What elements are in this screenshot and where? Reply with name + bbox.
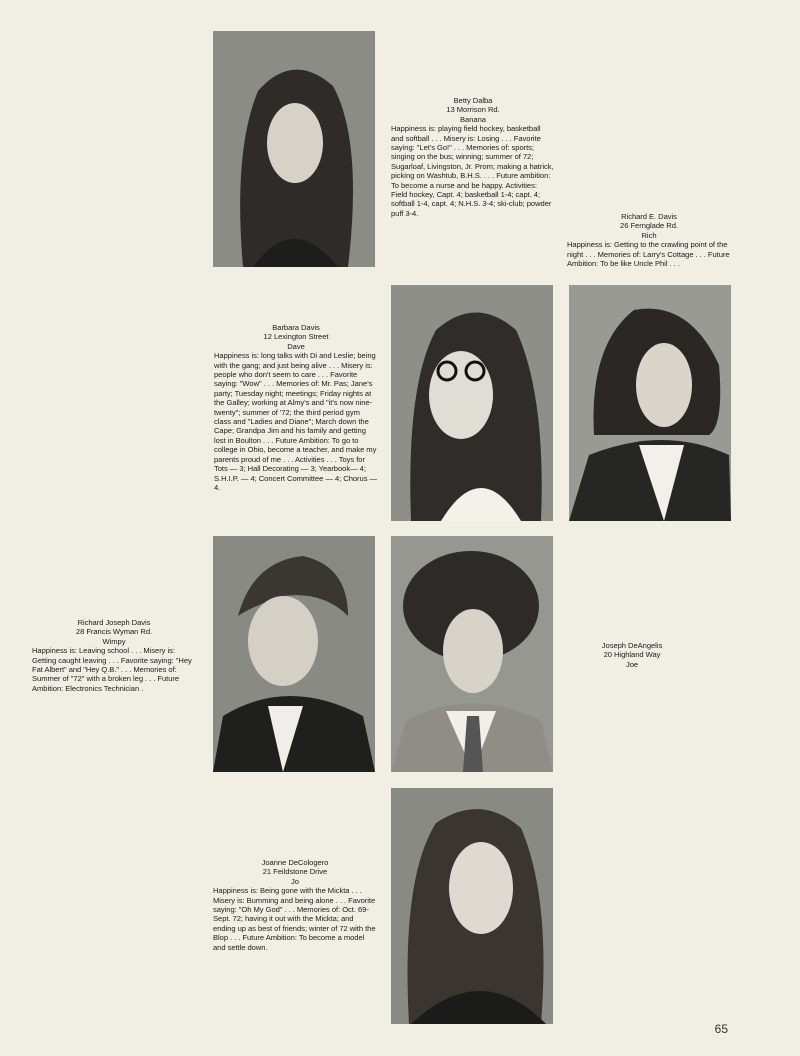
- student-nickname: Rich: [641, 230, 657, 240]
- portrait-betty-dalba: [213, 31, 375, 267]
- student-address: 13 Morrison Rd.: [446, 105, 500, 115]
- student-bio: Happiness is: long talks with Di and Leslie; being with the gang; and just being alive . . . Misery is: people who don't seem to care . . . Favorite saying: "Wow" . . . Memories of: Mr. Pas; Jane's party; Tuesday night; meetings; Friday nights at the Galley; working at Almy's and "it's now nine-twenty"; summer of '72; the third period gym class and "Ladies and Diane"; March down the Cape; Grandpa Jim and his family and getting lost in Boulton . . . Future Ambition: To go to college in Ohio, become a teacher, and make my parents proud of me . . . Activities . . . Toys for Tots — 3; Hall Decorating — 3; Yearbook— 4; S.H.I.P. — 4; Concert Committee — 4; Chorus — 4.: [214, 351, 378, 492]
- student-address: 26 Fernglade Rd.: [620, 221, 678, 231]
- entry-betty-dalba: [391, 96, 555, 218]
- student-bio: Happiness is: Leaving school . . . Misery is: Getting caught leaving . . . Favorite saying: "Hey Fat Albert" and "Hey Q.B." . . . Memories of: Summer of "72" with a broken leg . . . Future Ambition: Electronics Technician .: [32, 646, 192, 693]
- portrait-joanne-decologero: [391, 788, 553, 1024]
- student-address: 20 Highland Way: [603, 650, 661, 660]
- page-number: 65: [714, 1022, 728, 1036]
- student-nickname: Joe: [625, 659, 639, 669]
- student-nickname: Dave: [287, 341, 305, 351]
- entry-richard-joseph-davis: [32, 618, 196, 693]
- portrait-joseph-deangelis: [391, 536, 553, 772]
- entry-richard-e-davis: [567, 212, 731, 268]
- portrait-richard-joseph-davis: [213, 536, 375, 772]
- student-name: Richard Joseph Davis: [77, 618, 151, 627]
- student-name: Betty Dalba: [453, 96, 493, 105]
- student-name: Richard E. Davis: [621, 212, 677, 221]
- student-address: 21 Feildstone Drive: [262, 867, 328, 877]
- student-name: Barbara Davis: [272, 323, 320, 332]
- student-name: Joseph DeAngelis: [601, 641, 663, 650]
- entry-barbara-davis: [214, 323, 378, 492]
- student-address: 12 Lexington Street: [263, 332, 329, 342]
- portrait-barbara-davis: [391, 285, 553, 521]
- portrait-richard-e-davis: [569, 285, 731, 521]
- student-address: 28 Francis Wyman Rd.: [75, 627, 153, 637]
- student-nickname: Banana: [460, 114, 486, 124]
- student-nickname: Wimpy: [102, 636, 126, 646]
- student-nickname: Jo: [291, 876, 299, 886]
- student-bio: Happiness is: playing field hockey, basketball and softball . . . Misery is: Losing . . . Favorite saying: "Let's Go!" . . . Memories of: sports; singing on the bus; winning; summer of 72; Sugarloaf, Livingston, Jr. Prom; making a hatrick, picking on Washtub, B.H.S. . . . Future ambition: To become a nurse and be happy. Activities: Field hockey, Capt. 4; basketball 1-4; capt. 4; softball 1-4, capt. 4; N.H.S. 3-4; ski-club; powder puff 3-4.: [391, 124, 554, 218]
- student-name: Joanne DeCologero: [261, 858, 329, 867]
- entry-joseph-deangelis: [567, 641, 697, 669]
- entry-joanne-decologero: [213, 858, 377, 952]
- student-bio: Happiness is: Being gone with the Mickta . . . Misery is: Bumming and being alone . . . Favorite saying: "Oh My God" . . . Memories of: Oct. 69-Sept. 72; having it out with the Mickta; and ending up as best of friends; winter of 72 with the Blop . . . Future Ambition: To become a model and settle down.: [213, 886, 376, 952]
- student-bio: Happiness is: Getting to the crawling point of the night . . . Memories of: Larry's Cottage . . . Future Ambition: To be like Uncle Phil . . .: [567, 240, 730, 269]
